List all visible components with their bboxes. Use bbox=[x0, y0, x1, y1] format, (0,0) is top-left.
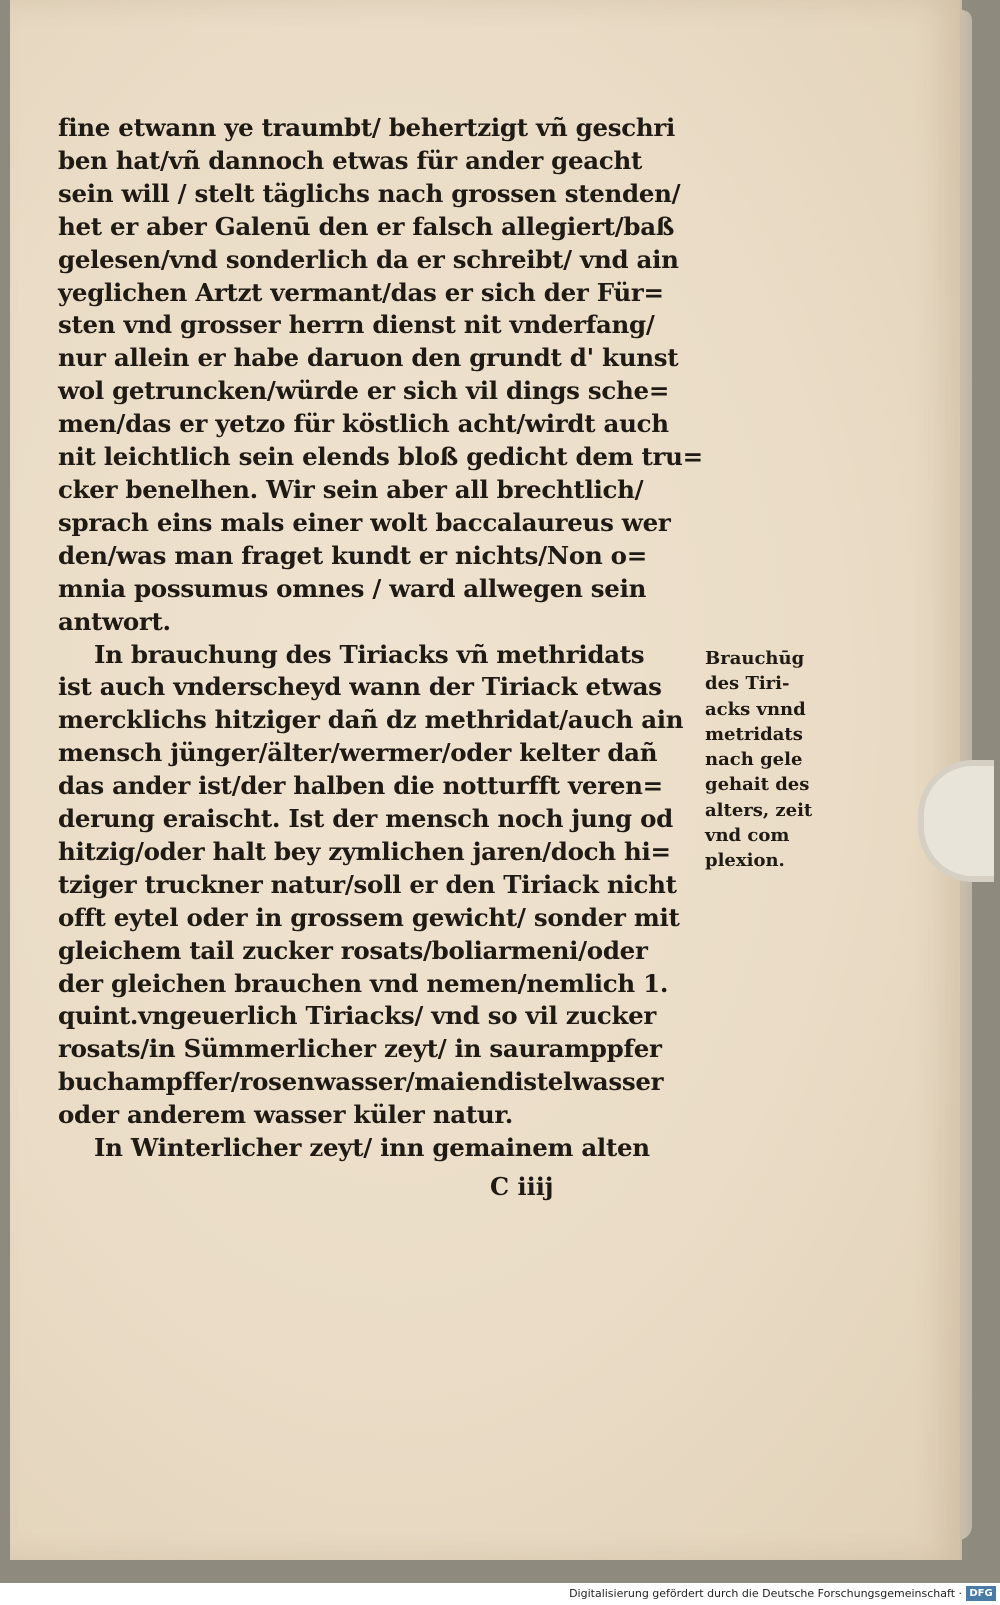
text-line: yeglichen Artzt vermant/das er sich der Für= bbox=[58, 277, 664, 307]
text-line: tziger truckner natur/soll er den Tiriack nicht bbox=[58, 869, 677, 899]
text-line: ist auch vnderscheyd wann der Tiriack etwas bbox=[58, 672, 662, 702]
main-text-block bbox=[58, 112, 703, 1165]
text-line: gelesen/vnd sonderlich da er schreibt/ vnd ain bbox=[58, 244, 679, 274]
text-line: mercklichs hitziger dañ dz methridat/auch ain bbox=[58, 705, 684, 735]
text-line: quint.vngeuerlich Tiriacks/ vnd so vil zucker bbox=[58, 1001, 657, 1031]
text-line: mensch jünger/älter/wermer/oder kelter dañ bbox=[58, 738, 658, 768]
marginal-line: gehait des bbox=[705, 774, 810, 796]
text-line: den/was man fraget kundt er nichts/Non o= bbox=[58, 540, 647, 570]
marginal-line: acks vnnd bbox=[705, 698, 806, 720]
text-line: sten vnd grosser herrn dienst nit vnderfang/ bbox=[58, 310, 655, 340]
text-line: mnia possumus omnes / ward allwegen sein bbox=[58, 573, 647, 603]
text-line: buchampffer/rosenwasser/maiendistelwasser bbox=[58, 1067, 664, 1097]
digitization-footer bbox=[0, 1583, 1000, 1605]
text-line: das ander ist/der halben die notturfft veren= bbox=[58, 771, 663, 801]
text-line: nit leichtlich sein elends bloß gedicht dem tru= bbox=[58, 442, 703, 472]
paragraph-start-line: In Winterlicher zeyt/ inn gemainem alten bbox=[94, 1133, 650, 1163]
paragraph-start-line: In brauchung des Tiriacks vñ methridats bbox=[94, 639, 645, 669]
text-line: sprach eins mals einer wolt baccalaureus wer bbox=[58, 507, 671, 537]
text-line: wol getruncken/würde er sich vil dings sche= bbox=[58, 376, 670, 406]
dfg-logo: DFG bbox=[966, 1586, 996, 1601]
marginal-line: nach gele bbox=[705, 749, 803, 771]
text-line: men/das er yetzo für köstlich acht/wirdt auch bbox=[58, 409, 669, 439]
marginal-line: Brauchūg bbox=[705, 648, 805, 669]
signature-mark: C iiij bbox=[490, 1172, 554, 1201]
text-line: nur allein er habe daruon den grundt d' kunst bbox=[58, 343, 679, 373]
text-line: offt eytel oder in grossem gewicht/ sonder mit bbox=[58, 902, 680, 932]
text-line: het er aber Galenū den er falsch allegiert/baß bbox=[58, 211, 675, 241]
marginal-line: plexion. bbox=[705, 850, 785, 872]
text-line: der gleichen brauchen vnd nemen/nemlich 1. bbox=[58, 968, 669, 998]
text-line: oder anderem wasser küler natur. bbox=[58, 1100, 513, 1130]
marginal-line: des Tiri- bbox=[705, 673, 790, 695]
marginal-line: metridats bbox=[705, 723, 803, 745]
text-line: derung eraischt. Ist der mensch noch jung od bbox=[58, 804, 673, 834]
text-line: cker benelhen. Wir sein aber all brechtlich/ bbox=[58, 474, 644, 504]
funding-credit: Digitalisierung gefördert durch die Deutsche Forschungsgemeinschaft · bbox=[569, 1587, 962, 1600]
text-line: antwort. bbox=[58, 606, 171, 636]
marginal-note bbox=[705, 646, 845, 874]
text-line: gleichem tail zucker rosats/boliarmeni/oder bbox=[58, 935, 648, 965]
marginal-line: alters, zeit bbox=[705, 799, 813, 821]
text-line: fine etwann ye traumbt/ behertzigt vñ geschri bbox=[58, 113, 675, 142]
marginal-line: vnd com bbox=[705, 825, 790, 847]
text-line: rosats/in Sümmerlicher zeyt/ in sauramppfer bbox=[58, 1034, 662, 1064]
text-line: sein will / stelt täglichs nach grossen stenden/ bbox=[58, 178, 681, 208]
text-line: hitzig/oder halt bey zymlichen jaren/doch hi= bbox=[58, 836, 671, 866]
text-line: ben hat/vñ dannoch etwas für ander geacht bbox=[58, 145, 642, 175]
